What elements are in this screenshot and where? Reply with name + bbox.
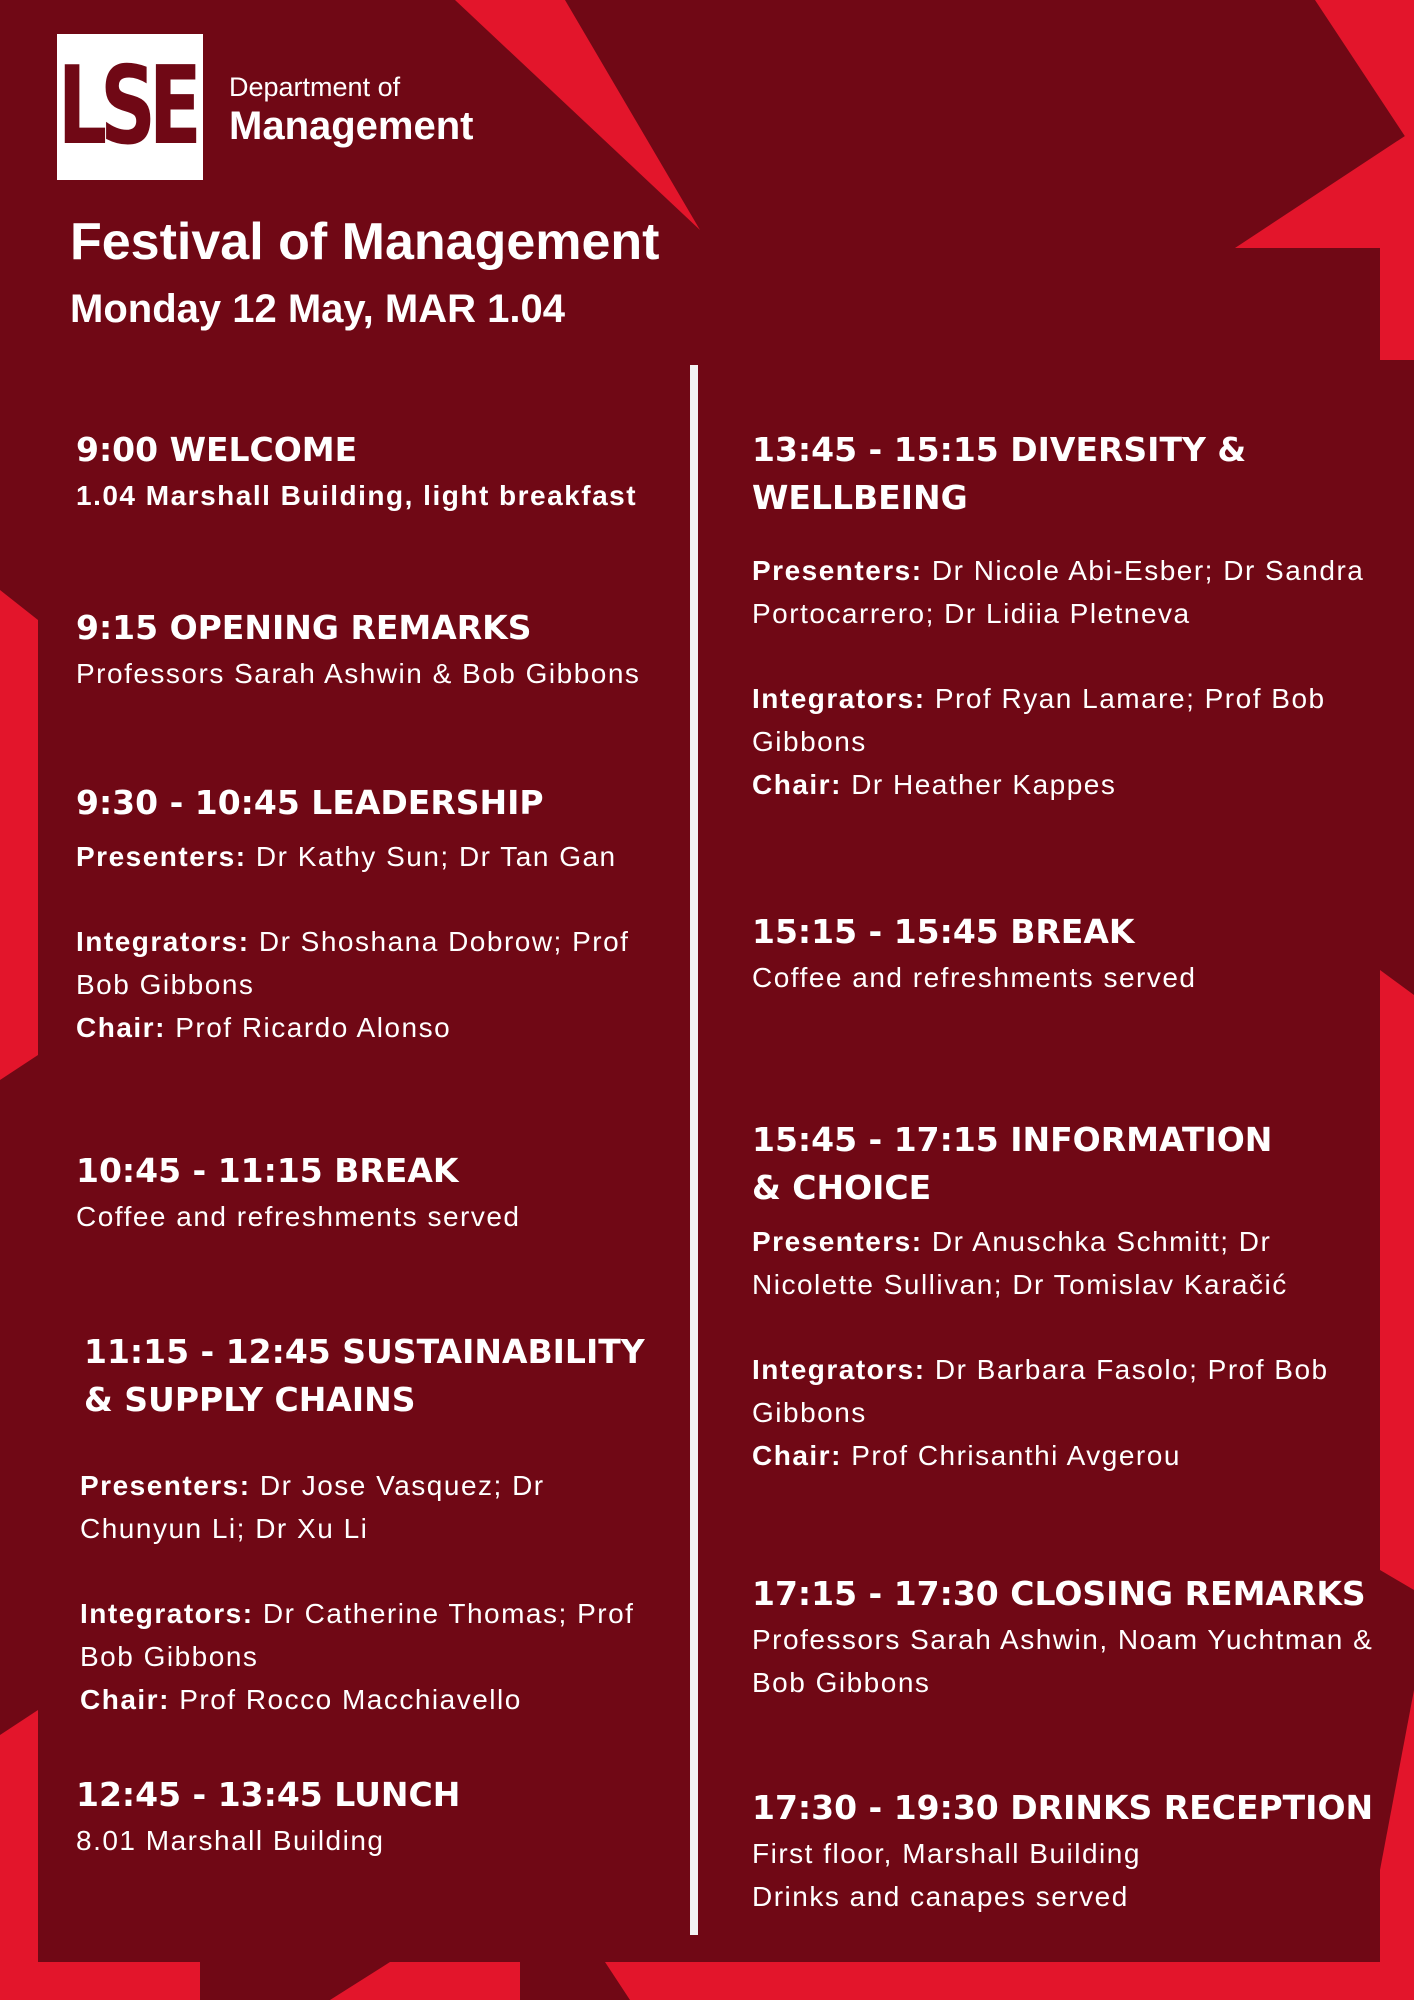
session-heading: 15:15 - 15:45 BREAK (752, 912, 1135, 951)
session-heading: 15:45 - 17:15 INFORMATION & CHOICE (752, 1120, 1273, 1207)
presenters-label: Presenters: (752, 555, 923, 586)
chair-value: Dr Heather Kappes (851, 769, 1117, 800)
session-sustainability (76, 1328, 676, 1721)
integrators-label: Integrators: (80, 1598, 254, 1629)
session-afternoon-break (752, 908, 1392, 999)
integrators-label: Integrators: (752, 683, 926, 714)
session-heading: 9:30 - 10:45 LEADERSHIP (76, 783, 544, 822)
session-lunch (76, 1771, 676, 1862)
presenters-label: Presenters: (80, 1470, 251, 1501)
integrators-row (752, 677, 1392, 763)
session-note: Coffee and refreshments served (752, 962, 1197, 993)
session-closing-remarks (752, 1570, 1392, 1704)
session-heading: 10:45 - 11:15 BREAK (76, 1151, 459, 1190)
chair-label: Chair: (752, 1440, 842, 1471)
presenters-row (80, 1464, 676, 1550)
integrators-row (752, 1348, 1392, 1434)
session-information-choice (752, 1116, 1392, 1477)
presenters-label: Presenters: (752, 1226, 923, 1257)
chair-row (752, 763, 1392, 806)
chair-row (80, 1678, 676, 1721)
session-note: Coffee and refreshments served (76, 1201, 521, 1232)
session-note: 1.04 Marshall Building, light breakfast (76, 480, 638, 511)
presenters-value: Dr Anuschka Schmitt; Dr Nicolette Sullivan; Dr Tomislav Karačić (752, 1226, 1288, 1300)
presenters-value: Dr Jose Vasquez; Dr Chunyun Li; Dr Xu Li (80, 1470, 545, 1544)
chair-value: Prof Ricardo Alonso (175, 1012, 452, 1043)
session-leadership (76, 779, 676, 1049)
integrators-label: Integrators: (752, 1354, 926, 1385)
event-date-location: Monday 12 May, MAR 1.04 (70, 287, 565, 331)
right-column (752, 426, 1392, 1918)
session-morning-break (76, 1147, 676, 1238)
presenters-value: Dr Kathy Sun; Dr Tan Gan (255, 841, 617, 872)
session-people (76, 835, 676, 1049)
integrators-value: Dr Catherine Thomas; Prof Bob Gibbons (80, 1598, 635, 1672)
session-opening-remarks (76, 604, 676, 695)
session-note: First floor, Marshall Building (752, 1838, 1141, 1869)
integrators-row (76, 920, 676, 1006)
department-prefix: Department of (229, 72, 401, 102)
presenters-value: Dr Nicole Abi-Esber; Dr Sandra Portocarrero; Dr Lidiia Pletneva (752, 555, 1365, 629)
department-title: Management (229, 104, 474, 148)
session-people (80, 1464, 676, 1721)
presenters-row (76, 835, 676, 878)
left-column (76, 426, 676, 1862)
presenters-label: Presenters: (76, 841, 247, 872)
lse-logo-mark: LSE (57, 44, 195, 169)
department-name (229, 74, 474, 146)
session-people (752, 549, 1392, 806)
session-welcome (76, 426, 676, 517)
chair-label: Chair: (80, 1684, 170, 1715)
chair-row (76, 1006, 676, 1049)
chair-value: Prof Rocco Macchiavello (179, 1684, 522, 1715)
presenters-row (752, 549, 1392, 635)
session-heading: 12:45 - 13:45 LUNCH (76, 1775, 461, 1814)
session-people (752, 1220, 1392, 1477)
chair-label: Chair: (76, 1012, 166, 1043)
session-heading: 11:15 - 12:45 SUSTAINABILITY & SUPPLY CHAINS (84, 1332, 645, 1419)
presenters-row (752, 1220, 1392, 1306)
event-title: Festival of Management (70, 213, 660, 271)
session-note: Professors Sarah Ashwin, Noam Yuchtman & Bob Gibbons (752, 1624, 1374, 1698)
chair-value: Prof Chrisanthi Avgerou (851, 1440, 1181, 1471)
session-heading: 13:45 - 15:15 DIVERSITY & WELLBEING (752, 430, 1247, 517)
session-heading: 9:00 WELCOME (76, 430, 358, 469)
session-note: Professors Sarah Ashwin & Bob Gibbons (76, 658, 641, 689)
lse-logo (57, 34, 203, 180)
session-heading: 17:15 - 17:30 CLOSING REMARKS (752, 1574, 1366, 1613)
session-drinks-reception (752, 1784, 1392, 1918)
session-heading: 9:15 OPENING REMARKS (76, 608, 532, 647)
chair-label: Chair: (752, 769, 842, 800)
integrators-row (80, 1592, 676, 1678)
chair-row (752, 1434, 1392, 1477)
integrators-value: Dr Barbara Fasolo; Prof Bob Gibbons (752, 1354, 1329, 1428)
column-divider (690, 365, 698, 1935)
session-note-secondary: Drinks and canapes served (752, 1881, 1129, 1912)
session-note: 8.01 Marshall Building (76, 1825, 385, 1856)
session-diversity-wellbeing (752, 426, 1392, 806)
integrators-value: Dr Shoshana Dobrow; Prof Bob Gibbons (76, 926, 630, 1000)
integrators-value: Prof Ryan Lamare; Prof Bob Gibbons (752, 683, 1326, 757)
session-heading: 17:30 - 19:30 DRINKS RECEPTION (752, 1788, 1374, 1827)
integrators-label: Integrators: (76, 926, 250, 957)
